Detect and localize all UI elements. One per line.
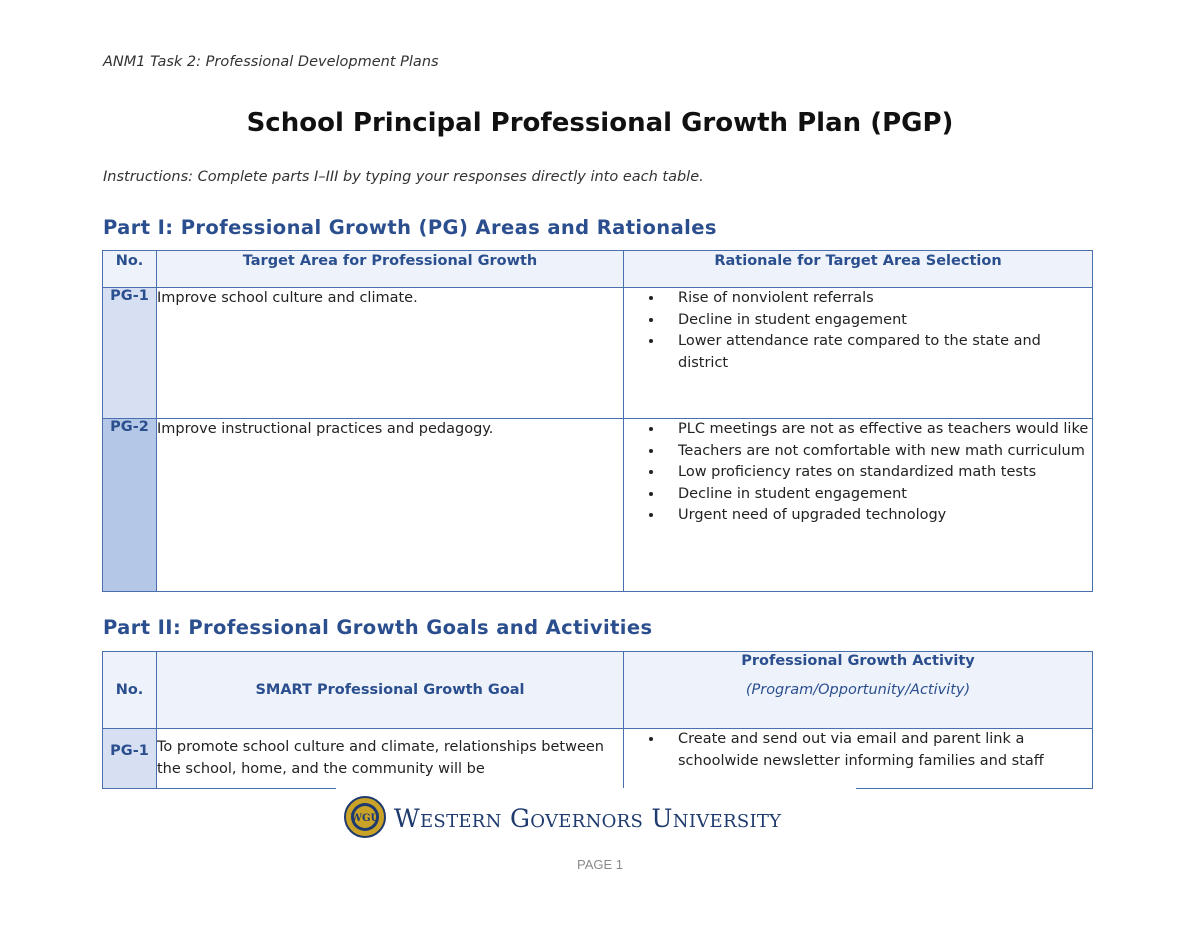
col-header-activity	[624, 652, 1093, 729]
list-item: • Create and send out via email and parent link a schoolwide newsletter informing families and staff	[664, 729, 1092, 772]
activity-cell[interactable]	[624, 729, 1093, 789]
smart-goal-cell[interactable]: To promote school culture and climate, relationships between the school, home, and the community will be	[157, 729, 624, 789]
table-row	[103, 419, 1093, 592]
col-header-target-area: Target Area for Professional Growth	[157, 251, 624, 288]
col-header-smart-goal: SMART Professional Growth Goal	[157, 652, 624, 729]
part2-header-row	[103, 652, 1093, 729]
list-item: • Low proficiency rates on standardized math tests	[664, 462, 1092, 484]
table-row	[103, 288, 1093, 419]
col-header-no: No.	[103, 251, 157, 288]
wgu-logo	[336, 788, 856, 844]
list-item: • Rise of nonviolent referrals	[664, 288, 1092, 310]
part1-header-row	[103, 251, 1093, 288]
col-header-rationale: Rationale for Target Area Selection	[624, 251, 1093, 288]
pg-number: PG-1	[103, 288, 157, 419]
part1-table	[102, 250, 1093, 592]
document-header: ANM1 Task 2: Professional Development Plans	[103, 54, 439, 70]
list-item: • Urgent need of upgraded technology	[664, 505, 1092, 527]
list-item: • Decline in student engagement	[664, 484, 1092, 506]
logo-wordmark: Western Governors University	[394, 804, 782, 833]
activity-header-title: Professional Growth Activity	[741, 653, 975, 669]
part1-heading: Part I: Professional Growth (PG) Areas and Rationales	[103, 216, 717, 239]
pg-number: PG-1	[103, 729, 157, 789]
instructions-text: Instructions: Complete parts I–III by typing your responses directly into each table.	[103, 169, 704, 185]
rationale-cell[interactable]	[624, 288, 1093, 419]
activity-header-subtitle: (Program/Opportunity/Activity)	[745, 682, 971, 698]
page-title: School Principal Professional Growth Plan (PGP)	[246, 108, 954, 138]
part2-table	[102, 651, 1093, 789]
university-seal-icon	[344, 796, 386, 838]
list-item: • Decline in student engagement	[664, 310, 1092, 332]
part2-heading: Part II: Professional Growth Goals and Activities	[103, 616, 653, 639]
target-area-cell[interactable]: Improve instructional practices and pedagogy.	[157, 419, 624, 592]
seal-initials: WGU	[350, 813, 380, 824]
pg-number: PG-2	[103, 419, 157, 592]
rationale-cell[interactable]	[624, 419, 1093, 592]
table-row	[103, 729, 1093, 789]
list-item: • Lower attendance rate compared to the state and district	[664, 331, 1092, 374]
col-header-no: No.	[103, 652, 157, 729]
list-item: • PLC meetings are not as effective as teachers would like	[664, 419, 1092, 441]
list-item: • Teachers are not comfortable with new math curriculum	[664, 441, 1092, 463]
target-area-cell[interactable]: Improve school culture and climate.	[157, 288, 624, 419]
page-number: PAGE 1	[576, 857, 623, 872]
